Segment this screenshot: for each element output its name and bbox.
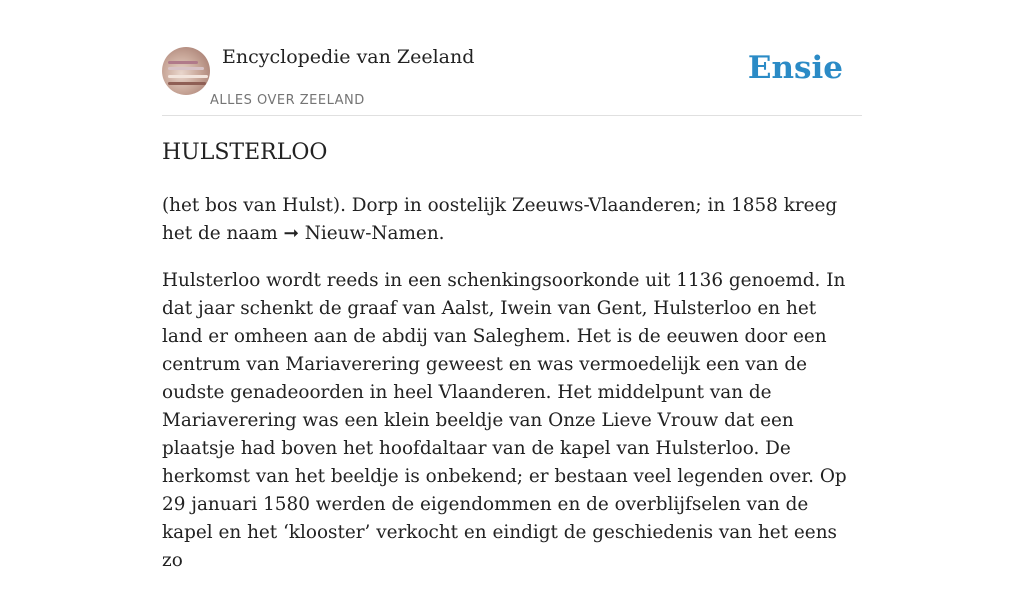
entry-paragraph: Hulsterloo wordt reeds in een schenkingsoorkonde uit 1136 genoemd. In dat jaar schenkt de graaf van Aalst, Iwein van Gent, Hulsterloo en het land er omheen aan de abdij van Saleghem. Het is de eeuwen door een centrum van Mariaverering geweest en was vermoedelijk een van de oudste genadeoorden in heel Vlaanderen. Het middelpunt van de Mariaverering was een klein beeldje van Onze Lieve Vrouw dat een plaatsje had boven het hoofdaltaar van de kapel van Hulsterloo. De herkomst van het beeldje is onbekend; er bestaan veel legenden over. Op 29 januari 1580 werden de eigendommen en de overblijfselen van de kapel en het ‘klooster’ verkocht en eindigt de geschiedenis van het eens zo [162,270,847,571]
site-subtitle: ALLES OVER ZEELAND [210,93,365,108]
brand-logo[interactable]: Ensie [747,50,843,86]
entry-title: HULSTERLOO [162,140,328,165]
site-title[interactable]: Encyclopedie van Zeeland [222,46,475,68]
entry-paragraph: (het bos van Hulst). Dorp in oostelijk Zeeuws-Vlaanderen; in 1858 kreeg het de naam ➞ Nieuw-Namen. [162,195,838,244]
site-avatar[interactable] [162,47,210,95]
entry-content [162,192,862,594]
site-header [162,44,862,116]
